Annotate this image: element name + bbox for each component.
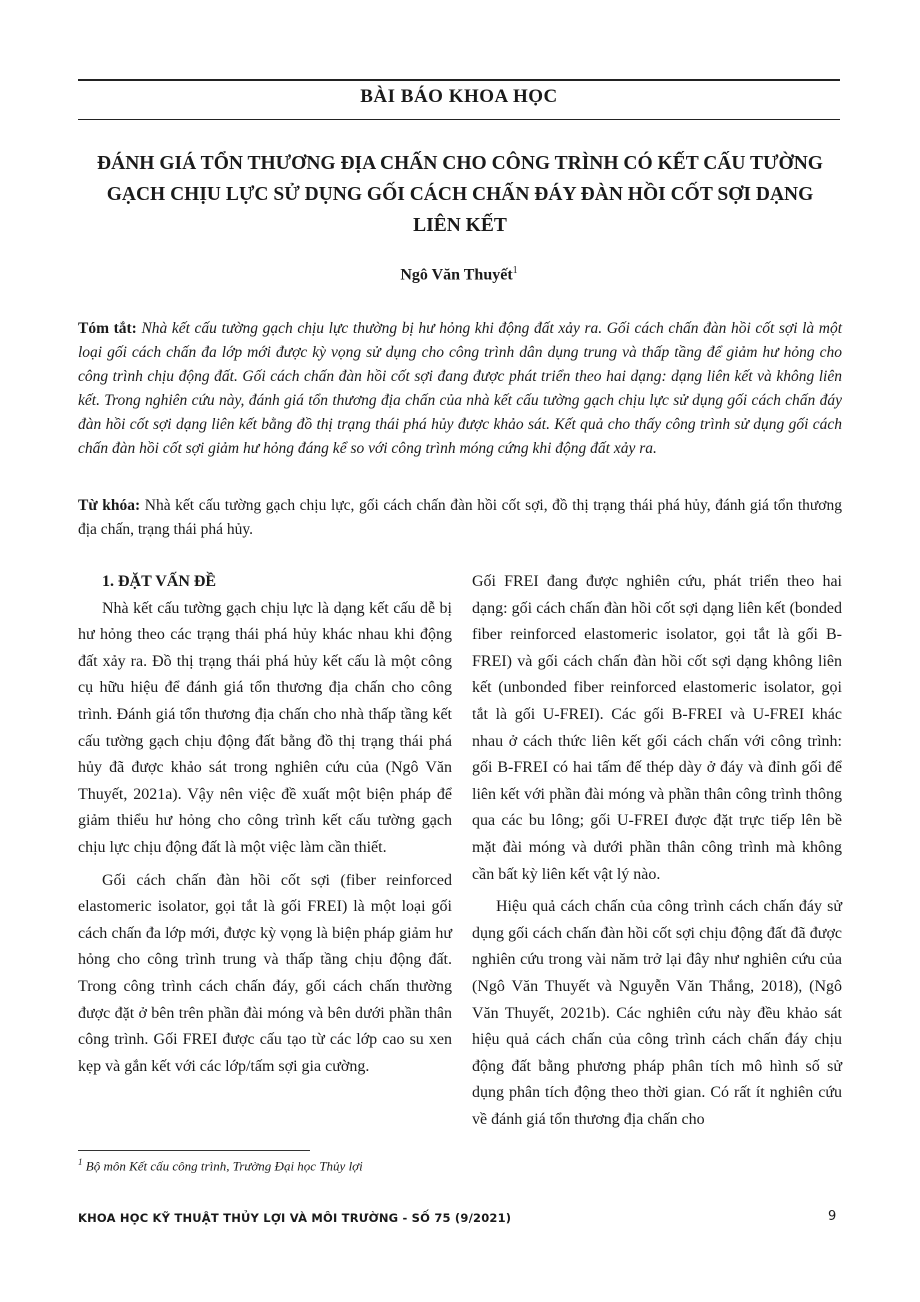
abstract (78, 317, 842, 461)
keywords-label: Từ khóa: (78, 497, 141, 514)
keywords (78, 494, 842, 542)
header-rule-bottom (78, 119, 840, 120)
body-column-right (472, 569, 842, 1139)
abstract-text: Nhà kết cấu tường gạch chịu lực thường bị hư hỏng khi động đất xảy ra. Gối cách chấn đàn hồi cốt sợi là một loại gối cách chấn đa lớp mới được kỳ vọng sử dụng cho công trình dân dụng trung và thấp tầng để giảm hư hỏng cho công trình chịu động đất. Gối cách chấn đàn hồi cốt sợi đang được phát triển theo hai dạng: dạng liên kết và không liên kết. Trong nghiên cứu này, đánh giá tổn thương địa chấn của nhà kết cấu tường gạch chịu lực sử dụng gối cách chấn đáy đàn hồi cốt sợi dạng liên kết bằng đồ thị trạng thái phá hủy được khảo sát. Kết quả cho thấy công trình sử dụng gối cách chấn đàn hồi cốt sợi giảm hư hỏng đáng kể so với công trình móng cứng khi động đất xảy ra. (78, 320, 843, 457)
author-affiliation-mark: 1 (512, 265, 518, 276)
author-line (78, 265, 840, 284)
page-number: 9 (828, 1209, 837, 1224)
journal-footer: KHOA HỌC KỸ THUẬT THỦY LỢI VÀ MÔI TRƯỜNG - SỐ 75 (9/2021) (78, 1211, 512, 1225)
footnote-mark: 1 (78, 1157, 83, 1167)
section-label: BÀI BÁO KHOA HỌC (360, 86, 558, 107)
keywords-text: Nhà kết cấu tường gạch chịu lực, gối cách chấn đàn hồi cốt sợi, đồ thị trạng thái phá hủy, đánh giá tổn thương địa chấn, trạng thái phá hủy. (78, 497, 843, 538)
body-paragraph: Gối cách chấn đàn hồi cốt sợi (fiber reinforced elastomeric isolator, gọi tắt là gối FREI) là một loại gối cách chấn đa lớp mới, được kỳ vọng là biện pháp giảm hư hỏng cho công trình trung và thấp tầng chịu động đất. Trong công trình cách chấn đáy, gối cách chấn thường được đặt ở bên trên phần đài móng và bên dưới phần thân công trình. Gối FREI được cấu tạo từ các lớp cao su xen kẹp và gắn kết với các lớp/tấm sợi gia cường. (78, 871, 452, 1075)
footnote-text: Bộ môn Kết cấu công trình, Trường Đại học Thủy lợi (85, 1158, 363, 1174)
footnote (78, 1157, 458, 1174)
body-paragraph: Gối FREI đang được nghiên cứu, phát triển theo hai dạng: gối cách chấn đàn hồi cốt sợi dạng liên kết (bonded fiber reinforced elastomeric isolator, gọi tắt là gối B-FREI) và gối cách chấn đàn hồi cốt sợi dạng không liên kết (unbonded fiber reinforced elastomeric isolator, gọi tắt là gối U-FREI). Các gối B-FREI và U-FREI khác nhau ở cách thức liên kết gối cách chấn với công trình: gối B-FREI có hai tấm đế thép dày ở đáy và đỉnh gối để liên kết với phần đài móng và phần thân công trình thông qua các bu lông; gối U-FREI được đặt trực tiếp lên bề mặt đài móng và dưới phần thân công trình mà không cần bất kỳ liên kết vật lý nào. (472, 573, 842, 883)
section-heading: 1. ĐẶT VẤN ĐỀ (102, 573, 217, 590)
body-paragraph: Hiệu quả cách chấn của công trình cách chấn đáy sử dụng gối cách chấn đàn hồi cốt sợi chịu động đất đã được nghiên cứu trong vài năm trở lại đây như nghiên cứu của (Ngô Văn Thuyết và Nguyễn Văn Thắng, 2018), (Ngô Văn Thuyết, 2021b). Các nghiên cứu này đều khảo sát hiệu quả cách chấn của công trình cách chấn đáy chịu động đất bằng phương pháp phân tích mô hình số sử dụng phân tích động theo thời gian. Có rất ít nghiên cứu về đánh giá tổn thương địa chấn cho (472, 898, 842, 1128)
author-name: Ngô Văn Thuyết (400, 266, 513, 284)
body-column-left (78, 569, 452, 1086)
body-paragraph: Nhà kết cấu tường gạch chịu lực là dạng kết cấu dễ bị hư hỏng theo các trạng thái phá hủy khác nhau khi động đất xảy ra. Đồ thị trạng thái phá hủy kết cấu là một công cụ hữu hiệu để đánh giá tổn thương địa chấn cho công trình. Đánh giá tổn thương địa chấn cho nhà thấp tầng kết cấu tường gạch chịu động đất bằng đồ thị trạng thái phá hủy đã được khảo sát trong nghiên cứu của (Ngô Văn Thuyết, 2021a). Vậy nên việc đề xuất một biện pháp để giảm thiểu hư hỏng cho công trình kết cấu tường gạch chịu lực chịu động đất là một việc làm cần thiết. (78, 599, 452, 856)
footnote-rule (78, 1150, 310, 1151)
article-title: ĐÁNH GIÁ TỔN THƯƠNG ĐỊA CHẤN CHO CÔNG TRÌNH CÓ KẾT CẤU TƯỜNG GẠCH CHỊU LỰC SỬ DỤNG GỐI CÁCH CHẤN ĐÁY ĐÀN HỒI CỐT SỢI DẠNG LIÊN KẾT (97, 153, 823, 236)
header-rule-top (78, 79, 840, 81)
abstract-label: Tóm tắt: (78, 320, 137, 337)
